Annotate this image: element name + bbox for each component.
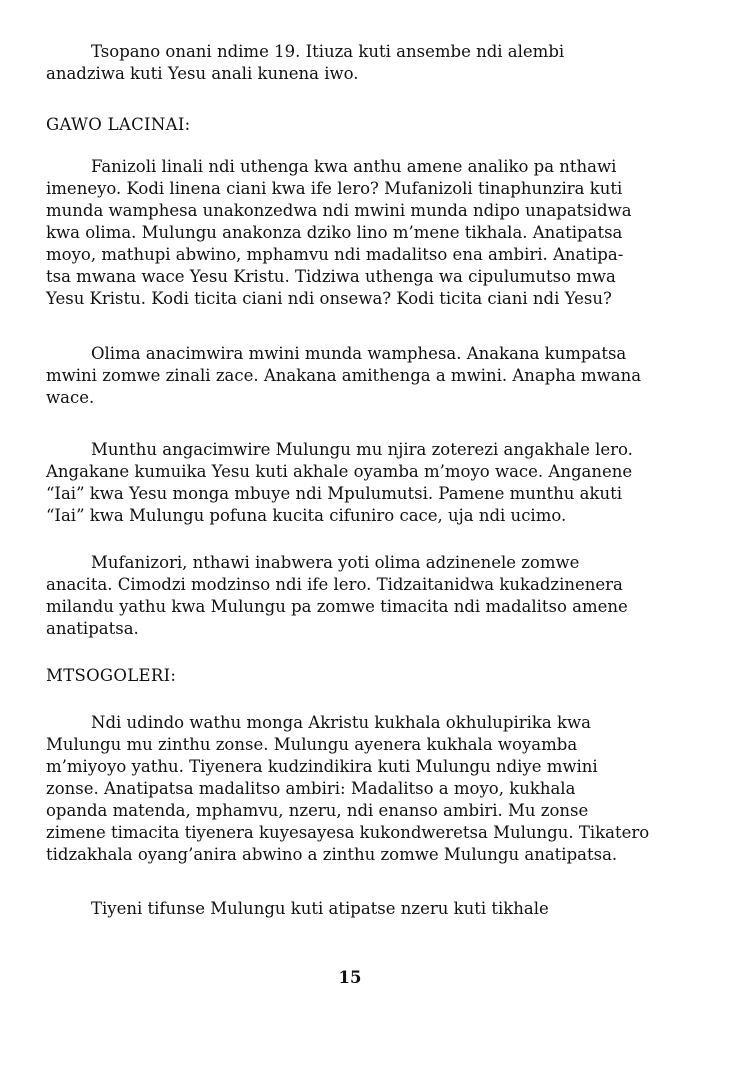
text-line: opanda matenda, mphamvu, nzeru, ndi enanso ambiri. Mu zonse — [46, 801, 589, 820]
section-heading-mtsogoleri: MTSOGOLERI: — [46, 666, 177, 685]
text-line: milandu yathu kwa Mulungu pa zomwe timacita ndi madalitso amene — [46, 597, 628, 616]
text-line: Angakane kumuika Yesu kuti akhale oyamba m’moyo wace. Anganene — [46, 462, 633, 481]
section-heading-gawo-lacinai: GAWO LACINAI: — [46, 115, 191, 134]
text-line: mwini zomwe zinali zace. Anakana amithenga a mwini. Anapha mwana — [46, 366, 642, 385]
paragraph-olima — [46, 343, 696, 409]
text-line: anatipatsa. — [46, 619, 139, 638]
text-line: Fanizoli linali ndi uthenga kwa anthu amene analiko pa nthawi — [91, 157, 617, 176]
text-line: Yesu Kristu. Kodi ticita ciani ndi onsewa? Kodi ticita ciani ndi Yesu? — [46, 289, 612, 308]
text-line: munda wamphesa unakonzedwa ndi mwini munda ndipo unapatsidwa — [46, 201, 632, 220]
text-line: zimene timacita tiyenera kuyesayesa kukondweretsa Mulungu. Tikatero — [46, 823, 650, 842]
text-line: tidzakhala oyang’anira abwino a zinthu zomwe Mulungu anatipatsa. — [46, 845, 618, 864]
paragraph-tiyeni — [46, 898, 696, 920]
text-line: Tsopano onani ndime 19. Itiuza kuti ansembe ndi alembi — [91, 42, 565, 61]
text-line: Mulungu mu zinthu zonse. Mulungu ayenera kukhala woyamba — [46, 735, 578, 754]
text-line: Mufanizori, nthawi inabwera yoti olima adzinenele zomwe — [91, 553, 580, 572]
text-line: “Iai” kwa Mulungu pofuna kucita cifuniro cace, uja ndi ucimo. — [46, 506, 567, 525]
text-line: m’miyoyo yathu. Tiyenera kudzindikira kuti Mulungu ndiye mwini — [46, 757, 598, 776]
text-line: zonse. Anatipatsa madalitso ambiri: Madalitso a moyo, kukhala — [46, 779, 576, 798]
page-number: 15 — [338, 968, 362, 987]
text-line: Olima anacimwira mwini munda wamphesa. Anakana kumpatsa — [91, 344, 627, 363]
paragraph-udindo — [46, 712, 696, 866]
text-line: imeneyo. Kodi linena ciani kwa ife lero? Mufanizoli tinaphunzira kuti — [46, 179, 623, 198]
paragraph-fanizoli — [46, 156, 696, 310]
text-line: Munthu angacimwire Mulungu mu njira zoterezi angakhale lero. — [91, 440, 633, 459]
text-line: wace. — [46, 388, 95, 407]
paragraph-munthu — [46, 439, 696, 527]
text-line: Ndi udindo wathu monga Akristu kukhala okhulupirika kwa — [91, 713, 591, 732]
text-line: moyo, mathupi abwino, mphamvu ndi madalitso ena ambiri. Anatipa- — [46, 245, 624, 264]
text-line: anadziwa kuti Yesu anali kunena iwo. — [46, 64, 359, 83]
paragraph-intro — [46, 41, 696, 85]
paragraph-mufanizori — [46, 552, 696, 640]
text-line: “Iai” kwa Yesu monga mbuye ndi Mpulumutsi. Pamene munthu akuti — [46, 484, 623, 503]
text-line: tsa mwana wace Yesu Kristu. Tidziwa uthenga wa cipulumutso mwa — [46, 267, 616, 286]
text-line: Tiyeni tifunse Mulungu kuti atipatse nzeru kuti tikhale — [91, 899, 549, 918]
text-line: anacita. Cimodzi modzinso ndi ife lero. Tidzaitanidwa kukadzinenera — [46, 575, 623, 594]
text-line: kwa olima. Mulungu anakonza dziko lino m’mene tikhala. Anatipatsa — [46, 223, 623, 242]
